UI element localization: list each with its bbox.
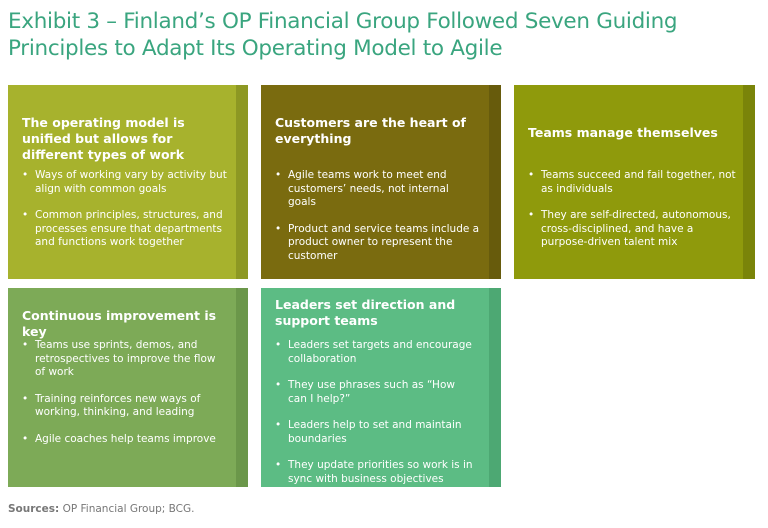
sources-note xyxy=(8,503,195,515)
principle-bullet: • Leaders help to set and maintain boundaries xyxy=(275,419,475,446)
card-edge-stripe xyxy=(236,288,248,487)
principle-bullet: • Ways of working vary by activity but align with common goals xyxy=(22,169,227,196)
principle-heading: The operating model is unified but allows for different types of work xyxy=(22,115,185,162)
principle-bullet-list xyxy=(22,339,222,446)
principle-bullet: • Training reinforces new ways of working, thinking, and leading xyxy=(22,393,222,420)
principle-bullet: • Teams use sprints, demos, and retrospectives to improve the flow of work xyxy=(22,339,222,380)
card-edge-stripe xyxy=(489,85,501,279)
principle-bullet: • They use phrases such as “How can I help?” xyxy=(275,379,475,406)
principle-card-leaders xyxy=(261,288,501,487)
principle-card-operating-model xyxy=(8,85,248,279)
principle-card-continuous-improvement xyxy=(8,288,248,487)
card-edge-stripe xyxy=(743,85,755,279)
principle-bullet-list xyxy=(275,339,475,486)
principle-bullet-list xyxy=(528,169,738,250)
principle-bullet: • Common principles, structures, and processes ensure that departments and functions work together xyxy=(22,209,227,250)
principle-bullet: • Agile coaches help teams improve xyxy=(22,433,222,447)
exhibit-title xyxy=(8,8,748,62)
principle-bullet: • They update priorities so work is in sync with business objectives xyxy=(275,459,475,486)
principle-bullet: • Leaders set targets and encourage collaboration xyxy=(275,339,475,366)
principle-bullet: • Product and service teams include a product owner to represent the customer xyxy=(275,223,480,264)
exhibit-title-line-2: Principles to Adapt Its Operating Model to Agile xyxy=(8,36,503,61)
principle-bullet: • Agile teams work to meet end customers’ needs, not internal goals xyxy=(275,169,480,210)
principle-heading: Leaders set direction and support teams xyxy=(275,297,456,328)
principle-card-customers xyxy=(261,85,501,279)
card-edge-stripe xyxy=(489,288,501,487)
principle-bullet-list xyxy=(275,169,480,263)
sources-text: OP Financial Group; BCG. xyxy=(59,503,195,515)
principle-bullet: • They are self-directed, autonomous, cross-disciplined, and have a purpose-driven talent mix xyxy=(528,209,738,250)
principle-card-teams xyxy=(514,85,755,279)
principle-heading: Teams manage themselves xyxy=(528,125,718,140)
principle-bullet: • Teams succeed and fail together, not as individuals xyxy=(528,169,738,196)
principle-bullet-list xyxy=(22,169,227,250)
exhibit-title-line-1: Exhibit 3 – Finland’s OP Financial Group Followed Seven Guiding xyxy=(8,9,678,34)
card-edge-stripe xyxy=(236,85,248,279)
principle-heading: Continuous improvement is key xyxy=(22,308,217,339)
sources-label: Sources: xyxy=(8,503,60,515)
principle-heading: Customers are the heart of everything xyxy=(275,115,466,146)
